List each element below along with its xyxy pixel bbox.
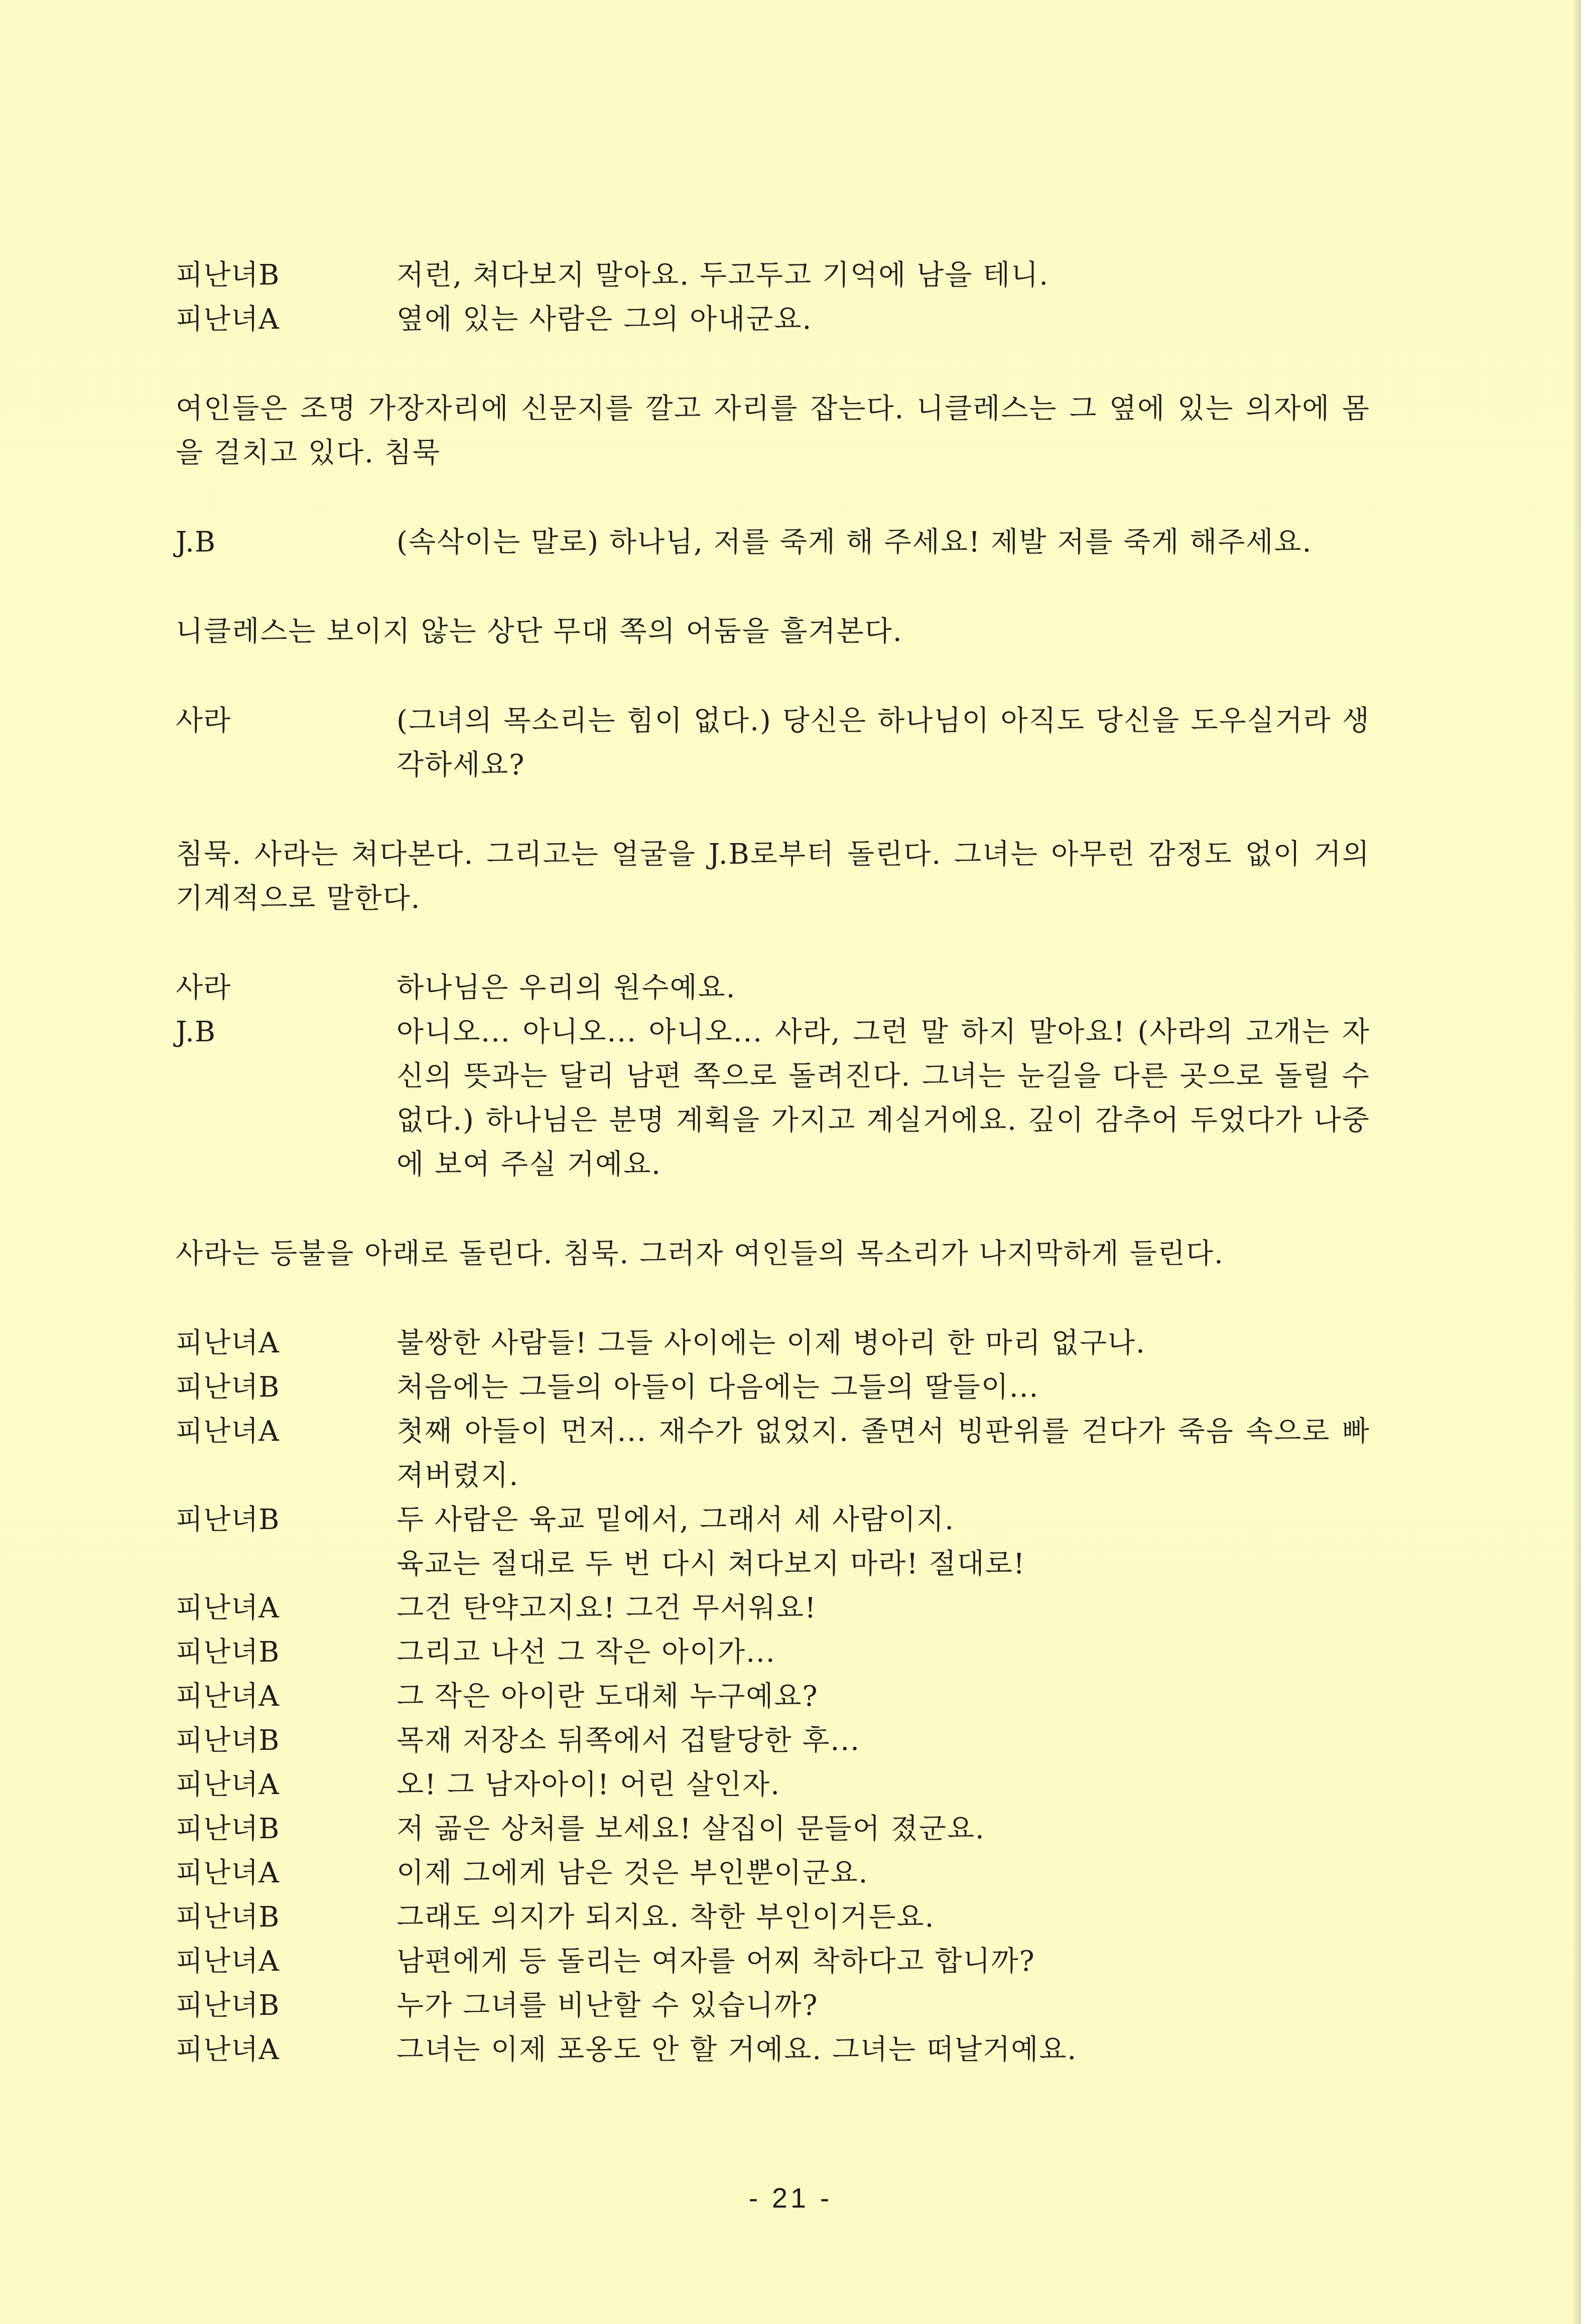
dialogue-line	[176, 1498, 1370, 1586]
speaker-name: 피난녀B	[176, 1813, 280, 1845]
speech-text: 오! 그 남자아이! 어린 살인자.	[397, 1768, 781, 1801]
speech-text: 아니오... 아니오... 아니오... 사라, 그런 말 하지 말아요! (사라의 고개는 자신의 뜻과는 달리 남편 쪽으로 돌려진다. 그녀는 눈길을 다른 곳으로 돌릴 수 없다.) 하나님은 분명 계획을 가지고 계실거에요. 깊이 감추어 두었다가 나중에 보여 주실 거예요.	[397, 1016, 1370, 1181]
speech-text: 하나님은 우리의 원수예요.	[397, 972, 736, 1004]
speaker-name: J.B	[176, 1016, 216, 1048]
speech-text: 불쌍한 사람들! 그들 사이에는 이제 병아리 한 마리 없구나.	[397, 1327, 1146, 1359]
speaker-name: 피난녀B	[176, 259, 280, 292]
speech-text: 첫째 아들이 먼저... 재수가 없었지. 졸면서 빙판위를 걷다가 죽음 속으로 빠져버렸지.	[397, 1415, 1370, 1492]
stage-direction: 여인들은 조명 가장자리에 신문지를 깔고 자리를 잡는다. 니클레스는 그 옆에 있는 의자에 몸을 걸치고 있다. 침묵	[176, 392, 1370, 469]
speech-text: 그리고 나선 그 작은 아이가...	[397, 1636, 776, 1669]
speech-text: 저 곪은 상처를 보세요! 살집이 문들어 졌군요.	[397, 1813, 985, 1845]
speaker-name: 피난녀A	[176, 1680, 280, 1713]
speech-text	[397, 1498, 1370, 1586]
speaker-name: 사라	[176, 705, 231, 737]
dialogue-line	[176, 1010, 1370, 1187]
speaker-name: 피난녀A	[176, 2033, 280, 2066]
stage-direction: 침묵. 사라는 쳐다본다. 그리고는 얼굴을 J.B로부터 돌린다. 그녀는 아무런 감정도 없이 거의 기계적으로 말한다.	[176, 838, 1370, 915]
speaker-name: 사라	[176, 972, 231, 1004]
speech-text: 그녀는 이제 포옹도 안 할 거예요. 그녀는 떠날거예요.	[397, 2033, 1078, 2066]
dialogue-line	[176, 1586, 1370, 1630]
dialogue-line	[176, 1630, 1370, 1675]
speaker-name: 피난녀B	[176, 1724, 280, 1757]
dialogue-line	[176, 1675, 1370, 1719]
dialogue-line	[176, 253, 1370, 298]
speech-text: 그건 탄약고지요! 그건 무서워요!	[397, 1592, 817, 1624]
speech-text: 그 작은 아이란 도대체 누구예요?	[397, 1680, 819, 1713]
speaker-name: J.B	[176, 526, 216, 559]
dialogue-line	[176, 966, 1370, 1010]
speaker-name: 피난녀A	[176, 303, 280, 336]
page-edge-shadow	[1572, 0, 1581, 2324]
speaker-name: 피난녀A	[176, 1857, 280, 1889]
dialogue-line	[176, 1321, 1370, 1365]
speech-text: 누가 그녀를 비난할 수 있습니까?	[397, 1989, 819, 2022]
dialogue-line	[176, 298, 1370, 342]
speaker-name: 피난녀A	[176, 1327, 280, 1359]
speaker-name: 피난녀A	[176, 1945, 280, 1978]
dialogue-line	[176, 1365, 1370, 1410]
speech-text: (그녀의 목소리는 힘이 없다.) 당신은 하나님이 아직도 당신을 도우실거라 생각하세요?	[397, 705, 1370, 781]
dialogue-line	[176, 1763, 1370, 1807]
dialogue-line	[176, 1940, 1370, 1984]
speech-text: 그래도 의지가 되지요. 착한 부인이거든요.	[397, 1901, 935, 1934]
dialogue-line	[176, 2028, 1370, 2072]
speech-text: 옆에 있는 사람은 그의 아내군요.	[397, 303, 813, 336]
speech-text: 이제 그에게 남은 것은 부인뿐이군요.	[397, 1857, 869, 1889]
speaker-name: 피난녀A	[176, 1415, 280, 1448]
speech-text: 저런, 쳐다보지 말아요. 두고두고 기억에 남을 테니.	[397, 259, 1049, 292]
dialogue-line	[176, 1895, 1370, 1940]
speech-text-line: 두 사람은 육교 밑에서, 그래서 세 사람이지.	[397, 1503, 955, 1536]
speaker-name: 피난녀B	[176, 1901, 280, 1934]
stage-direction: 사라는 등불을 아래로 돌린다. 침묵. 그러자 여인들의 목소리가 나지막하게 들린다.	[176, 1238, 1224, 1270]
dialogue-line	[176, 699, 1370, 787]
speaker-name: 피난녀B	[176, 1503, 280, 1536]
speech-text: 남편에게 등 돌리는 여자를 어찌 착하다고 합니까?	[397, 1945, 1035, 1978]
speaker-name: 피난녀A	[176, 1592, 280, 1624]
speaker-name: 피난녀B	[176, 1989, 280, 2022]
speech-text: 처음에는 그들의 아들이 다음에는 그들의 딸들이...	[397, 1371, 1039, 1404]
dialogue-line	[176, 1410, 1370, 1498]
speech-text-line: 육교는 절대로 두 번 다시 쳐다보지 마라! 절대로!	[397, 1548, 1026, 1580]
dialogue-line	[176, 1719, 1370, 1763]
speaker-name: 피난녀A	[176, 1768, 280, 1801]
script-body	[176, 253, 1370, 2072]
speech-text: (속삭이는 말로) 하나님, 저를 죽게 해 주세요! 제발 저를 죽게 해주세요.	[397, 526, 1312, 559]
speaker-name: 피난녀B	[176, 1636, 280, 1669]
page-number: - 21 -	[748, 2182, 833, 2214]
dialogue-line	[176, 1851, 1370, 1895]
dialogue-line	[176, 1984, 1370, 2028]
dialogue-line	[176, 1807, 1370, 1851]
speech-text: 목재 저장소 뒤쪽에서 겁탈당한 후...	[397, 1724, 860, 1757]
speaker-name: 피난녀B	[176, 1371, 280, 1404]
dialogue-line	[176, 520, 1370, 565]
stage-direction: 니클레스는 보이지 않는 상단 무대 쪽의 어둠을 흘겨본다.	[176, 615, 903, 648]
